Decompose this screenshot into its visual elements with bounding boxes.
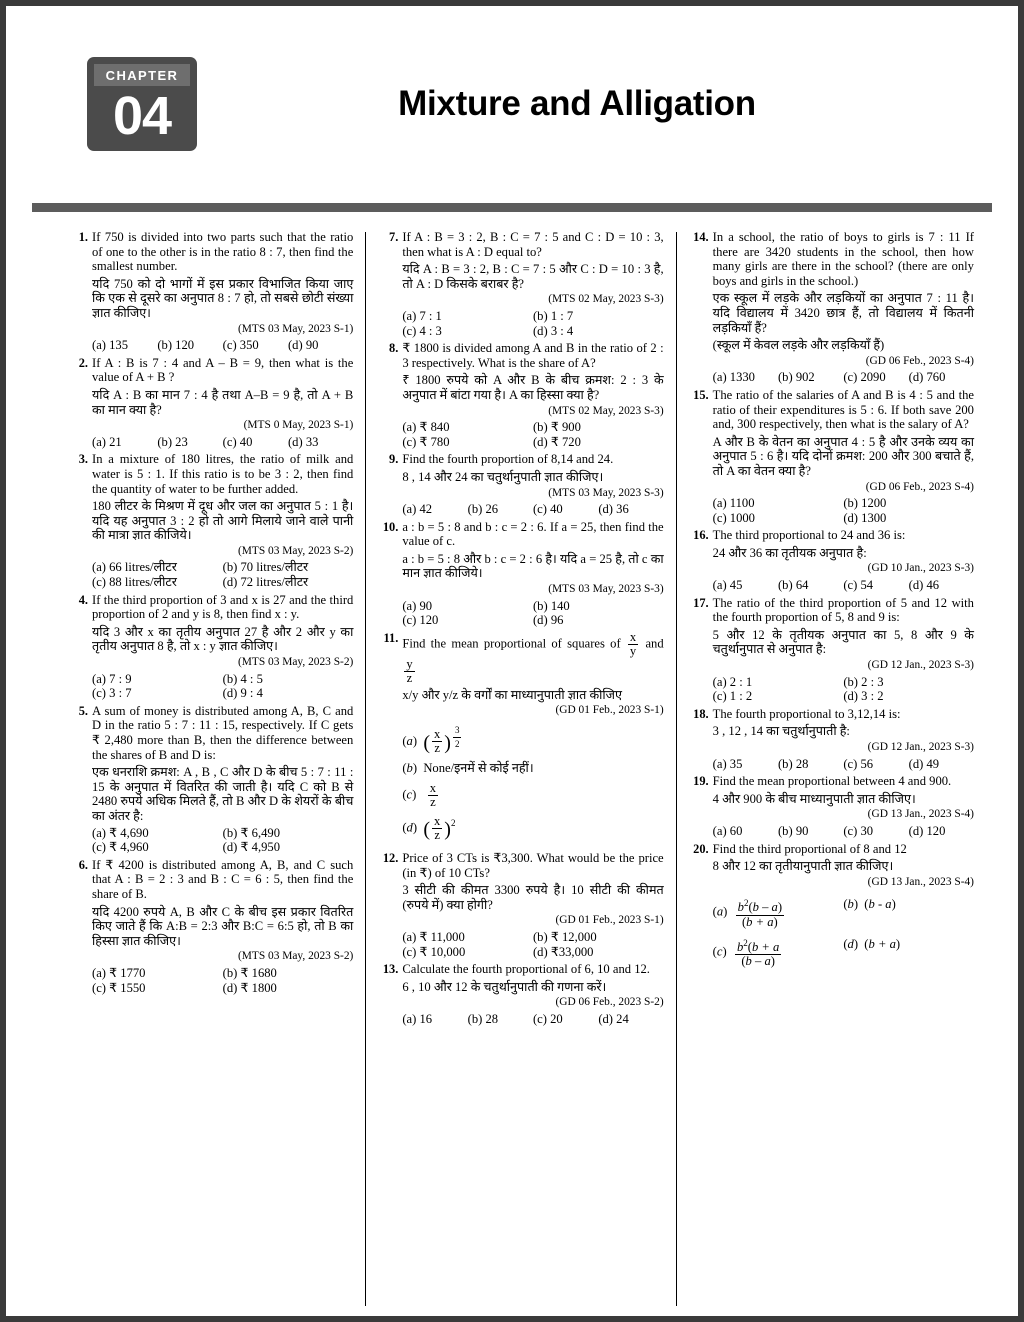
question-text-hi: यदि 3 और x का तृतीय अनुपात 27 है और 2 और y का तृतीय अनुपात 8 है, तो x : y ज्ञात कीजिए। xyxy=(92,624,354,654)
options-row xyxy=(92,966,353,995)
option[interactable]: (d) (b + a) xyxy=(843,936,901,951)
column-2 xyxy=(366,230,675,1308)
question-text-hi: a : b = 5 : 8 और b : c = 2 : 6 है। यदि a = 25 है, तो c का मान ज्ञात कीजिये। xyxy=(402,551,664,581)
question-number: 19. xyxy=(693,774,709,789)
question-item xyxy=(689,388,974,525)
question-source: (MTS 02 May, 2023 S-3) xyxy=(548,293,664,306)
question-source: (GD 10 Jan., 2023 S-3) xyxy=(867,562,974,575)
question-text-en: In a school, the ratio of boys to girls is 7 : 11 If there are 3420 students in the school, then how many girls are there in the school? (there are only boys and girls in the school.) xyxy=(712,230,974,288)
option[interactable]: (b) ₹ 6,490 xyxy=(222,825,280,840)
option[interactable]: (a) 60 xyxy=(712,823,743,838)
question-columns xyxy=(62,230,986,1308)
option[interactable]: (a) ₹ 840 xyxy=(402,420,450,435)
option[interactable]: (a) 7 : 1 xyxy=(402,308,442,323)
option[interactable]: (b) 90 xyxy=(777,823,809,838)
options-row xyxy=(402,420,663,449)
column-3 xyxy=(677,230,986,1308)
question-source: (GD 06 Feb., 2023 S-4) xyxy=(865,354,974,367)
option[interactable]: (d) 120 xyxy=(908,823,946,838)
question-text-hi: 6 , 10 और 12 के चतुर्थानुपाती की गणना करें। xyxy=(402,979,607,994)
question-source: (MTS 03 May, 2023 S-1) xyxy=(237,322,354,335)
page-title: Mixture and Alligation xyxy=(398,83,756,123)
question-number: 18. xyxy=(693,706,709,721)
options-row xyxy=(713,824,974,839)
option[interactable]: (d) ₹ 720 xyxy=(532,434,581,449)
option[interactable]: (c) 40 xyxy=(532,502,563,517)
question-item xyxy=(68,230,353,353)
question-number: 3. xyxy=(78,452,88,467)
question-source: (GD 13 Jan., 2023 S-4) xyxy=(867,808,974,821)
question-text-en: Find the fourth proportion of 8,14 and 24. xyxy=(402,452,614,467)
question-text-hi: 3 सीटी की कीमत 3300 रुपये है। 10 सीटी की कीमत (रुपये में) क्या होगी? xyxy=(402,883,664,912)
question-item xyxy=(689,528,974,592)
question-source: (GD 01 Feb., 2023 S-1) xyxy=(555,704,664,717)
question-text-en: The third proportional to 24 and 36 is: xyxy=(712,528,906,543)
question-item xyxy=(689,774,974,838)
question-text-hi: 8 और 12 का तृतीयानुपाती ज्ञात कीजिए। xyxy=(712,859,894,874)
options-row xyxy=(402,309,663,338)
option[interactable]: (b) 1 : 7 xyxy=(532,308,574,323)
option[interactable]: (a) 135 xyxy=(92,338,129,353)
question-text-hi: 3 , 12 , 14 का चतुर्थानुपाती है: xyxy=(712,724,850,739)
question-text-en: A sum of money is distributed among A, B, C and D in the ratio 5 : 7 : 11 : 15, respectively. If C gets ₹ 2,480 more than B, then the difference between the shares of B and D is: xyxy=(92,703,354,762)
option[interactable]: (a) ₹ 4,690 xyxy=(92,825,149,840)
question-text-hi: 180 लीटर के मिश्रण में दूध और जल का अनुपात 5 : 1 है। यदि यह अनुपात 3 : 2 हो तो आगे मिलाये जाने वाले पानी की मात्रा ज्ञात कीजिये। xyxy=(92,499,354,543)
option[interactable]: (d) 33 xyxy=(287,434,319,449)
question-text-en: The ratio of the salaries of A and B is 4 : 5 and the ratio of their expenditures is 5 : 6. If both save 200 and, 300 respectively, then what is the salary of A? xyxy=(712,387,974,432)
question-source: (MTS 03 May, 2023 S-2) xyxy=(237,656,354,669)
options-row xyxy=(92,338,353,353)
question-number: 5. xyxy=(78,703,88,718)
question-item xyxy=(68,858,353,995)
options-row xyxy=(92,826,353,855)
option[interactable]: (c) 40 xyxy=(222,434,253,449)
chapter-number: 04 xyxy=(112,85,172,146)
question-text-hi: यदि 4200 रुपये A, B और C के बीच इस प्रकार वितरित किए जाते हैं कि A:B = 2:3 और B:C = 6:5 हो, तो B का हिस्सा ज्ञात कीजिए। xyxy=(92,904,354,948)
chapter-badge xyxy=(88,58,196,150)
option[interactable]: (d) 3 : 2 xyxy=(843,689,884,704)
option[interactable]: (b) 902 xyxy=(777,370,815,385)
question-text-hi: 24 और 36 का तृतीयक अनुपात है: xyxy=(712,545,867,560)
option[interactable]: (a) 42 xyxy=(402,502,433,517)
option[interactable]: (d) ₹ 1800 xyxy=(222,980,277,995)
option[interactable]: (b) None/इनमें से कोई नहीं। xyxy=(402,761,534,776)
options-row xyxy=(402,1012,663,1027)
question-text-en: Find the mean proportional of squares of $\frac{x}{y}$ and $\frac{y}{z}$ xyxy=(402,629,664,685)
question-source: (GD 01 Feb., 2023 S-1) xyxy=(555,914,664,927)
question-source: (MTS 03 May, 2023 S-2) xyxy=(237,950,354,963)
question-number: 12. xyxy=(382,850,399,865)
question-source: (GD 06 Feb., 2023 S-4) xyxy=(865,480,974,493)
question-text-hi: एक स्कूल में लड़के और लड़कियों का अनुपात 7 : 11 है। यदि विद्यालय में 3420 छात्र हैं, तो विद्यालय में कितनी लड़कियाँ हैं? xyxy=(712,291,974,335)
option[interactable]: (a) 7 : 9 xyxy=(92,671,132,686)
options-row xyxy=(402,599,663,628)
question-source: (MTS 03 May, 2023 S-3) xyxy=(548,583,664,596)
question-number: 16. xyxy=(693,528,709,543)
question-item xyxy=(689,842,974,968)
fraction-x-over-y: $\frac{x}{y}$ xyxy=(629,629,637,658)
option[interactable]: (a) 21 xyxy=(92,434,122,449)
option[interactable]: (b) 70 litres/लीटर xyxy=(222,560,309,575)
option[interactable]: (c) 4 : 3 xyxy=(402,323,442,338)
question-number: 15. xyxy=(693,387,709,402)
question-number: 17. xyxy=(693,595,709,610)
question-text-hi: 8 , 14 और 24 का चतुर्थानुपाती ज्ञात कीजिए। xyxy=(402,469,604,484)
question-text-hi: A और B के वेतन का अनुपात 4 : 5 है और उनके व्यय का अनुपात 5 : 6 है। यदि दोनों क्रमश: 200 और 300 बचाते हैं, तो A का वेतन क्या है? xyxy=(712,434,974,478)
option[interactable]: (a) ₹ 1770 xyxy=(92,965,146,980)
question-number: 9. xyxy=(389,452,399,467)
question-source: (GD 13 Jan., 2023 S-4) xyxy=(867,875,974,888)
question-item xyxy=(378,341,663,449)
question-number: 14. xyxy=(693,230,709,244)
option[interactable]: (c) ₹ 10,000 xyxy=(402,944,466,959)
option[interactable]: (c) 2090 xyxy=(843,370,886,385)
option[interactable]: (d) ₹ 4,950 xyxy=(222,840,280,855)
question-item xyxy=(68,356,353,450)
question-number: 2. xyxy=(78,355,88,370)
option[interactable]: (c) 54 xyxy=(843,578,874,593)
question-text-en: Find the mean proportional between 4 and 900. xyxy=(712,774,952,789)
option[interactable]: (b) 23 xyxy=(157,434,188,449)
question-text-en: In a mixture of 180 litres, the ratio of milk and water is 5 : 1. If this ratio is to be 3 : 2, then find the quantity of water to be further added. xyxy=(92,452,354,496)
option[interactable]: (d) 24 xyxy=(598,1011,629,1026)
question-text-en: Price of 3 CTs is ₹3,300. What would be the price (in ₹) of 10 CTs? xyxy=(402,850,664,880)
options-row xyxy=(713,578,974,593)
question-number: 1. xyxy=(78,230,88,244)
option[interactable]: (d) 96 xyxy=(532,613,564,628)
question-source: (GD 06 Feb., 2023 S-2) xyxy=(555,996,664,1009)
header-divider xyxy=(32,203,992,212)
option[interactable]: (c) 3 : 7 xyxy=(92,686,132,701)
option[interactable]: (c) 350 xyxy=(222,338,259,353)
question-item xyxy=(378,851,663,959)
question-text-hi: यदि 750 को दो भागों में इस प्रकार विभाजित किया जाए कि एक से दूसरे का अनुपात 8 : 7 हो, तो सबसे छोटी संख्या ज्ञात कीजिए। xyxy=(92,276,354,320)
question-item xyxy=(689,596,974,704)
option[interactable]: (c) 30 xyxy=(843,823,874,838)
question-text-en: a : b = 5 : 8 and b : c = 2 : 6. If a = 25, then find the value of c. xyxy=(402,519,664,549)
question-text-hi: एक धनराशि क्रमश: A , B , C और D के बीच 5 : 7 : 11 : 15 के अनुपात में वितरित की जाती है। यदि C को B से 2480 रुपये अधिक मिलते हैं, तो B और D के शेयरों के बीच का अंतर है: xyxy=(92,765,354,823)
question-number: 8. xyxy=(389,341,399,356)
question-item xyxy=(378,520,663,628)
option[interactable]: (d) 72 litres/लीटर xyxy=(222,575,309,590)
option[interactable]: (c) 88 litres/लीटर xyxy=(92,575,177,590)
question-item xyxy=(378,631,663,848)
question-text-en: If A : B is 7 : 4 and A – B = 9, then what is the value of A + B ? xyxy=(92,355,354,385)
option[interactable]: (c) 1 : 2 xyxy=(712,689,753,704)
question-text-en: If 750 is divided into two parts such that the ratio of one to the other is in the ratio 8 : 7, then find the smallest number. xyxy=(92,230,354,274)
options-row xyxy=(402,502,663,517)
option[interactable]: (b) ₹ 900 xyxy=(532,420,581,435)
options-row xyxy=(402,930,663,959)
option[interactable]: (b) 120 xyxy=(157,338,195,353)
question-number: 7. xyxy=(389,230,399,244)
column-1 xyxy=(62,230,365,1308)
options-row xyxy=(402,724,663,842)
option[interactable]: (b) 64 xyxy=(777,578,809,593)
option[interactable]: (c) ₹ 780 xyxy=(402,434,450,449)
question-number: 20. xyxy=(693,841,709,856)
question-number: 11. xyxy=(383,630,399,645)
option[interactable]: (d) 46 xyxy=(908,578,940,593)
question-source: (MTS 0 May, 2023 S-1) xyxy=(243,419,354,432)
option[interactable]: (c) 20 xyxy=(532,1011,563,1026)
option[interactable]: (c) ₹ 4,960 xyxy=(92,840,149,855)
question-text-en: Find the third proportional of 8 and 12 xyxy=(712,841,907,856)
option[interactable]: (d) ₹33,000 xyxy=(532,944,594,959)
option[interactable]: (b) 1200 xyxy=(843,496,887,511)
question-item xyxy=(68,704,353,855)
option[interactable]: (a) 90 xyxy=(402,598,433,613)
options-row xyxy=(92,435,353,450)
question-source: (MTS 02 May, 2023 S-3) xyxy=(548,404,664,417)
question-text-en: The fourth proportional to 3,12,14 is: xyxy=(712,706,901,721)
option[interactable]: (b) 4 : 5 xyxy=(222,671,263,686)
option[interactable]: (a) 45 xyxy=(712,578,743,593)
question-source: (GD 12 Jan., 2023 S-3) xyxy=(867,659,974,672)
question-number: 4. xyxy=(78,592,88,607)
option[interactable]: (c) 56 xyxy=(843,756,874,771)
question-item xyxy=(378,230,663,338)
options-row xyxy=(713,675,974,704)
option[interactable]: (b) (b - a) xyxy=(843,897,896,912)
question-text-en: The ratio of the third proportion of 5 and 12 with the fourth proportion of 5, 8 and 9 is: xyxy=(712,595,974,625)
chapter-word: CHAPTER xyxy=(94,64,190,86)
options-row xyxy=(713,757,974,772)
option[interactable]: (d) 3 : 4 xyxy=(532,323,574,338)
option[interactable]: (a) ₹ 11,000 xyxy=(402,929,465,944)
option[interactable]: (a) ( $\frac{x}{z}$ ) $^{\frac{3}{2}}$ xyxy=(402,725,460,756)
option[interactable]: (a) 1100 xyxy=(712,496,755,511)
option[interactable]: (b) ₹ 12,000 xyxy=(532,929,597,944)
option[interactable]: (a) 1330 xyxy=(712,370,755,385)
chapter-header xyxy=(6,6,1018,201)
question-text-hi: ₹ 1800 रुपये को A और B के बीच क्रमश: 2 : 3 के अनुपात में बांटा गया है। A का हिस्सा क्या है? xyxy=(402,373,664,402)
question-item xyxy=(68,452,353,589)
option[interactable]: (b) 140 xyxy=(532,598,570,613)
option[interactable]: (b) 2 : 3 xyxy=(843,674,884,689)
option[interactable]: (c) $\frac{x}{z}$ xyxy=(402,780,437,809)
option[interactable]: (a) 16 xyxy=(402,1011,433,1026)
question-item xyxy=(378,962,663,1026)
question-text-en: If A : B = 3 : 2, B : C = 7 : 5 and C : D = 10 : 3, then what is A : D equal to? xyxy=(402,230,664,259)
option[interactable]: (d) 36 xyxy=(598,502,629,517)
option[interactable]: (a) $\frac{b^2(b - a)}{(b + a)}$ xyxy=(712,898,783,929)
options-row xyxy=(713,897,974,967)
question-item xyxy=(689,707,974,771)
fraction-y-over-z: $\frac{y}{z}$ xyxy=(406,656,413,685)
question-number: 13. xyxy=(382,962,399,977)
question-number: 6. xyxy=(78,857,88,872)
option[interactable]: (a) 66 litres/लीटर xyxy=(92,560,177,575)
question-text-hi: यदि A : B = 3 : 2, B : C = 7 : 5 और C : D = 10 : 3 है, तो A : D किसके बराबर है? xyxy=(402,262,664,291)
option[interactable]: (d) 49 xyxy=(908,756,940,771)
question-item xyxy=(378,452,663,516)
option[interactable]: (c) $\frac{b^2(b + a}{(b - a)}$ xyxy=(712,937,780,968)
option[interactable]: (c) 120 xyxy=(402,613,439,628)
question-item xyxy=(68,593,353,701)
option[interactable]: (d) ( $\frac{x}{z}$ )$^2$ xyxy=(402,813,456,842)
option[interactable]: (d) 9 : 4 xyxy=(222,686,263,701)
options-row xyxy=(713,370,974,385)
question-text-hi: 4 और 900 के बीच माध्यानुपाती ज्ञात कीजिए। xyxy=(712,791,916,806)
question-source: (MTS 03 May, 2023 S-3) xyxy=(548,486,664,499)
question-text-en: ₹ 1800 is divided among A and B in the ratio of 2 : 3 respectively. What is the share of A? xyxy=(402,341,664,370)
options-row xyxy=(92,560,353,589)
option[interactable]: (d) 760 xyxy=(908,370,946,385)
option[interactable]: (b) ₹ 1680 xyxy=(222,965,277,980)
question-text-hi-note: (स्कूल में केवल लड़के और लड़कियाँ हैं) xyxy=(712,338,885,353)
question-number: 10. xyxy=(382,519,399,534)
question-item xyxy=(689,230,974,385)
question-source: (MTS 03 May, 2023 S-2) xyxy=(237,544,354,557)
option[interactable]: (d) 90 xyxy=(287,338,319,353)
question-text-en: If ₹ 4200 is distributed among A, B, and C such that A : B = 2 : 3 and B : C = 6 : 5, then find the share of B. xyxy=(92,857,354,901)
option[interactable]: (b) 26 xyxy=(467,502,499,517)
option[interactable]: (a) 2 : 1 xyxy=(712,674,753,689)
option[interactable]: (c) 1000 xyxy=(712,510,755,525)
option[interactable]: (b) 28 xyxy=(467,1011,499,1026)
question-text-hi: 5 और 12 के तृतीयक अनुपात का 5, 8 और 9 के चतुर्थानुपात से अनुपात है: xyxy=(712,627,974,657)
option[interactable]: (d) 1300 xyxy=(843,510,887,525)
option[interactable]: (a) 35 xyxy=(712,756,743,771)
options-row xyxy=(713,496,974,525)
options-row xyxy=(92,672,353,701)
question-text-hi: यदि A : B का मान 7 : 4 है तथा A–B = 9 है, तो A + B का मान क्या है? xyxy=(92,387,354,417)
question-text-en: If the third proportion of 3 and x is 27 and the third proportion of 2 and y is 8, then find x : y. xyxy=(92,592,354,622)
option[interactable]: (b) 28 xyxy=(777,756,809,771)
question-text-hi: x/y और y/z के वर्गों का माध्यानुपाती ज्ञात कीजिए xyxy=(402,687,622,702)
option[interactable]: (c) ₹ 1550 xyxy=(92,980,146,995)
question-text-en: Calculate the fourth proportional of 6, 10 and 12. xyxy=(402,962,650,977)
question-source: (GD 12 Jan., 2023 S-3) xyxy=(867,741,974,753)
